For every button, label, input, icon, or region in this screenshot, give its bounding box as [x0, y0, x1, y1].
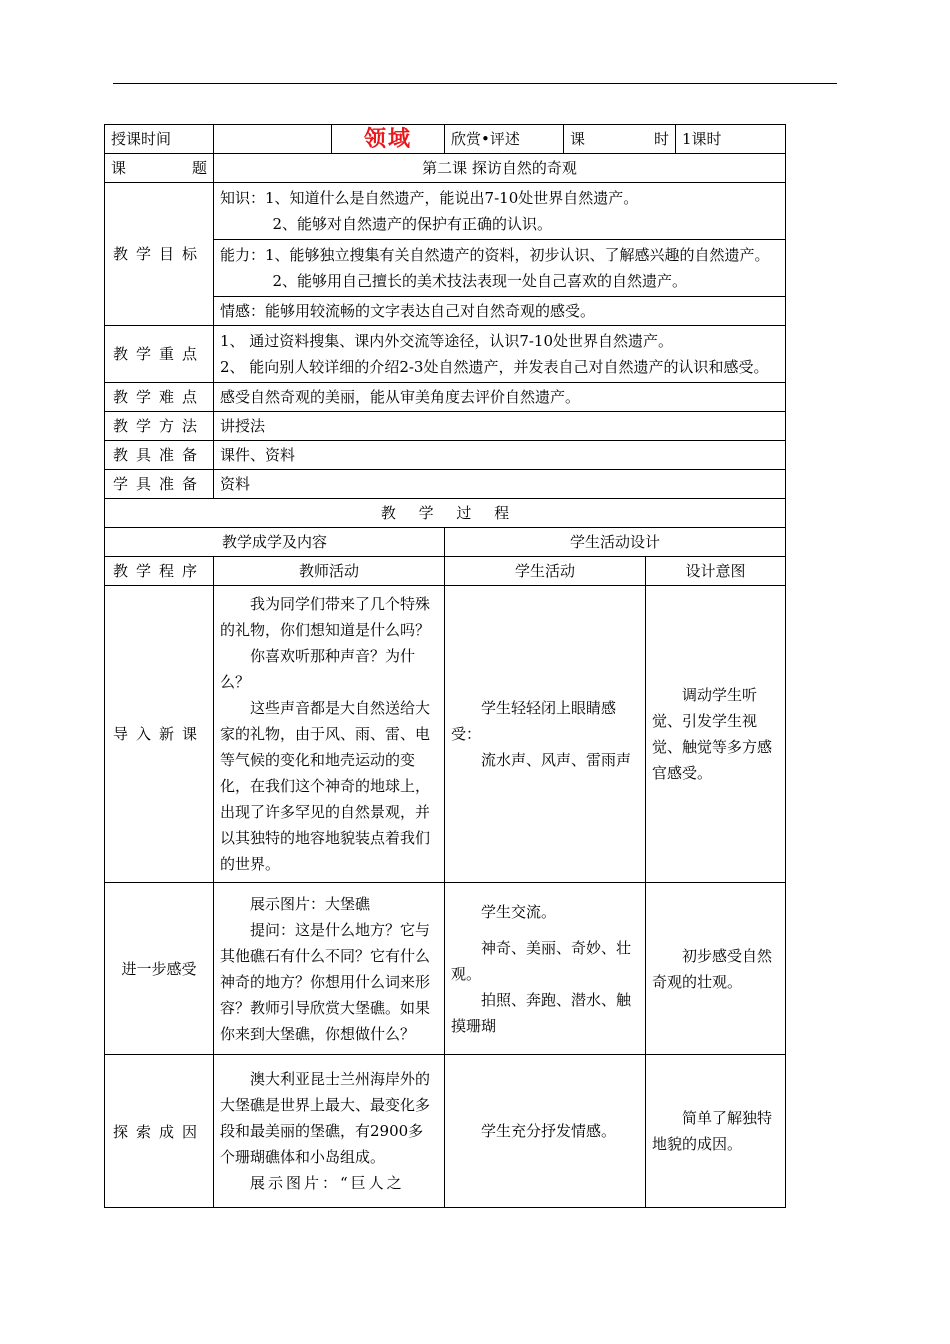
process-title: 教 学 过 程 [105, 499, 786, 528]
time-label: 授课时间 [105, 125, 214, 154]
teacher-tools-label: 教具准备 [105, 441, 214, 470]
row-student [445, 883, 646, 1055]
goals-ability-1: 能力：1、能够独立搜集有关自然遗产的资料，初步认识、了解感兴趣的自然遗产。 [220, 246, 770, 264]
goals-emotion: 情感：能够用较流畅的文字表达自己对自然奇观的感受。 [214, 297, 786, 326]
student-tools-row [105, 470, 786, 499]
time-value [214, 125, 332, 154]
key-points-value [214, 326, 786, 383]
table-row [105, 883, 786, 1055]
hours-label [564, 125, 676, 154]
row-teacher [214, 586, 445, 883]
col-student: 学生活动 [445, 557, 646, 586]
intent-para: 调动学生听觉、引发学生视觉、触觉等多方感官感受。 [652, 686, 773, 782]
process-col-row [105, 557, 786, 586]
process-title-row [105, 499, 786, 528]
table-row [105, 586, 786, 883]
goals-knowledge-2: 2、能够对自然遗产的保护有正确的认识。 [272, 215, 553, 233]
process-left-group: 教学成学及内容 [105, 528, 445, 557]
teacher-tools-value: 课件、资料 [214, 441, 786, 470]
row-intent [646, 1055, 786, 1208]
goals-ability [214, 240, 786, 297]
method-label: 教学方法 [105, 412, 214, 441]
col-teacher: 教师活动 [214, 557, 445, 586]
goals-ability-2: 2、能够用自己擅长的美术技法表现一处自己喜欢的自然遗产。 [272, 272, 688, 290]
goals-knowledge-1: 知识：1、知道什么是自然遗产，能说出7-10处世界自然遗产。 [220, 189, 639, 207]
method-value: 讲授法 [214, 412, 786, 441]
difficulty-label: 教学难点 [105, 383, 214, 412]
student-para: 神奇、美丽、奇妙、壮观。 [451, 938, 632, 983]
topic-label-b: 题 [191, 159, 207, 177]
goals-knowledge-row [105, 183, 786, 240]
teacher-para: 展示图片：“巨人之 [250, 1174, 405, 1192]
student-para: 拍照、奔跑、潜水、触摸珊瑚 [451, 990, 632, 1035]
goals-label: 教学目标 [105, 183, 214, 326]
row-intent [646, 883, 786, 1055]
hours-label-b: 时 [653, 130, 669, 148]
lesson-plan-table [104, 124, 786, 1208]
row-student [445, 1055, 646, 1208]
process-group-row [105, 528, 786, 557]
row-teacher [214, 883, 445, 1055]
row-step: 探索成因 [105, 1055, 214, 1208]
difficulty-value: 感受自然奇观的美丽，能从审美角度去评价自然遗产。 [214, 383, 786, 412]
header-row [105, 125, 786, 154]
student-tools-value: 资料 [214, 470, 786, 499]
row-step: 导入新课 [105, 586, 214, 883]
student-para: 学生充分抒发情感。 [481, 1122, 617, 1140]
teacher-tools-row [105, 441, 786, 470]
intent-para: 简单了解独特地貌的成因。 [652, 1109, 773, 1153]
topic-value: 第二课 探访自然的奇观 [214, 154, 786, 183]
goals-knowledge [214, 183, 786, 240]
col-step: 教学程序 [105, 557, 214, 586]
method-row [105, 412, 786, 441]
domain-value: 欣赏•评述 [445, 125, 564, 154]
hours-value: 1课时 [676, 125, 786, 154]
topic-label-a: 课 [111, 159, 127, 177]
row-student [445, 586, 646, 883]
student-para: 学生轻轻闭上眼睛感受： [451, 699, 617, 743]
row-intent [646, 586, 786, 883]
topic-row [105, 154, 786, 183]
teacher-para: 我为同学们带来了几个特殊的礼物，你们想知道是什么吗？ [220, 595, 431, 639]
teacher-para: 你喜欢听那种声音？为什么？ [220, 647, 416, 691]
key-points-label: 教学重点 [105, 326, 214, 383]
teacher-para: 提问：这是什么地方？它与其他礁石有什么不同？它有什么神奇的地方？你想用什么词来形容？教师引导欣赏大堡礁。如果你来到大堡礁，你想做什么？ [220, 920, 431, 1043]
teacher-para: 澳大利亚昆士兰州海岸外的大堡礁是世界上最大、最变化多段和最美丽的堡礁，有2900多个珊瑚礁体和小岛组成。 [220, 1070, 431, 1166]
topic-label [105, 154, 214, 183]
teacher-para: 这些声音都是大自然送给大家的礼物，由于风、雨、雷、电等气候的变化和地壳运动的变化，在我们这个神奇的地球上，出现了许多罕见的自然景观，并以其独特的地容地貌装点着我们的世界。 [220, 699, 431, 873]
row-teacher [214, 1055, 445, 1208]
student-para: 流水声、风声、雷雨声 [481, 751, 632, 769]
key-points-row [105, 326, 786, 383]
intent-para: 初步感受自然奇观的壮观。 [652, 946, 773, 991]
col-intent: 设计意图 [646, 557, 786, 586]
process-right-group: 学生活动设计 [445, 528, 786, 557]
teacher-para: 展示图片：大堡礁 [250, 894, 371, 913]
header-rule [113, 83, 837, 84]
difficulty-row [105, 383, 786, 412]
hours-label-a: 课 [570, 130, 586, 148]
key-point-1: 1、 通过资料搜集、课内外交流等途径，认识7-10处世界自然遗产。 [220, 332, 674, 350]
student-tools-label: 学具准备 [105, 470, 214, 499]
table-row [105, 1055, 786, 1208]
row-step: 进一步感受 [105, 883, 214, 1055]
student-para: 学生交流。 [481, 902, 557, 921]
key-point-2: 2、 能向别人较详细的介绍2-3处自然遗产，并发表自己对自然遗产的认识和感受。 [220, 358, 769, 376]
domain-label: 领域 [332, 125, 445, 154]
spacer [451, 925, 639, 935]
